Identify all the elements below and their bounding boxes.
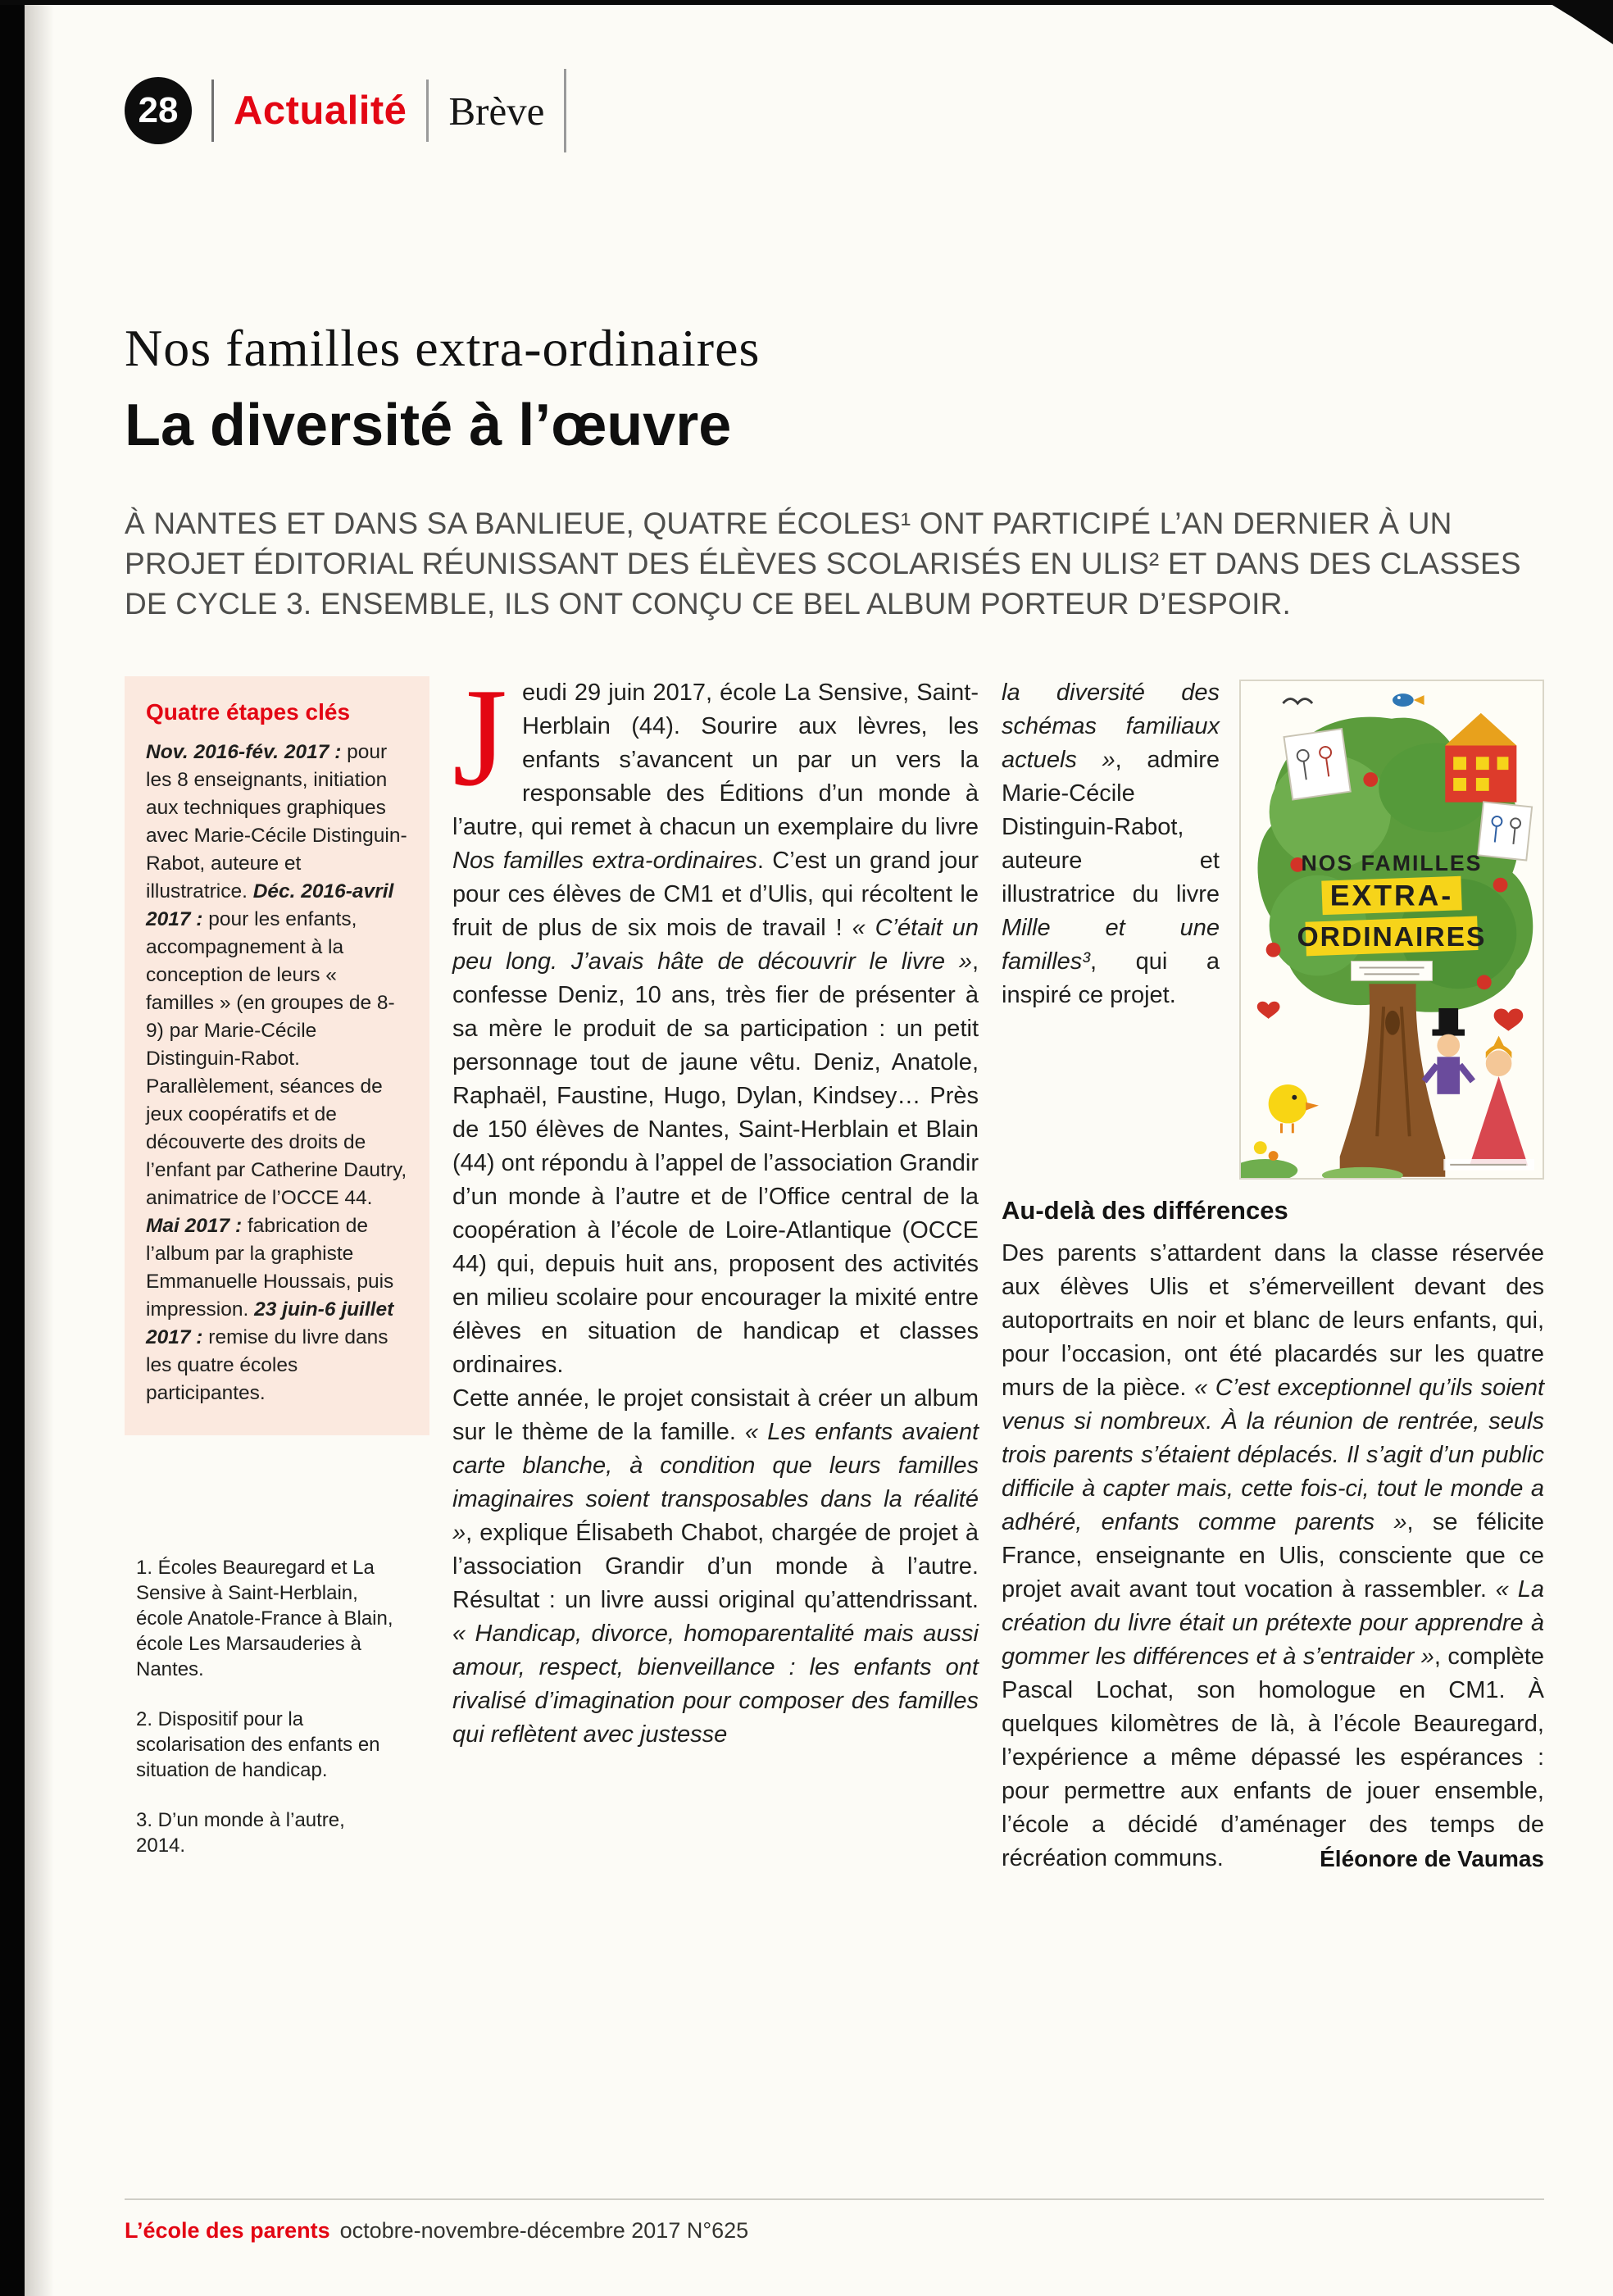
paragraph-1 [452, 660, 979, 1382]
top-hat-character [1424, 1008, 1473, 1094]
paragraph-2: Cette année, le projet consistait à créer un album sur le thème de la famille. « Les enfants avaient carte blanche, à condition que leurs familles imaginaires soient transposables dans la réalité », explique Élisabeth Chabot, chargée de projet à l’association Grandir d’un monde à l’autre. Résultat : un livre aussi original qu’attendrissant. « Handicap, divorce, homoparentalité mais aussi amour, respect, bienveillance : les enfants ont rivalisé d’imagination pour composer des familles qui reflètent avec justesse [452, 1385, 979, 1748]
section-label: Actualité [234, 89, 407, 133]
chick-character [1269, 1084, 1319, 1133]
footnote-1: 1. Écoles Beauregard et La Sensive à Saint-Herblain, école Anatole-France à Blain, école Les Marsauderies à Nantes. [136, 1557, 393, 1680]
paragraph-4 [1002, 1237, 1544, 1875]
framed-drawing-left [1284, 729, 1351, 799]
left-column [125, 676, 429, 1883]
article-columns [125, 660, 1544, 1883]
book-cover-illustration [1239, 680, 1544, 1180]
byline: Éléonore de Vaumas [1320, 1846, 1544, 1871]
framed-drawing-right [1478, 802, 1532, 860]
subhead: Au-delà des différences [1002, 1196, 1288, 1225]
header-divider [211, 80, 214, 142]
tree-trunk [1340, 984, 1446, 1176]
footnote-2: 2. Dispositif pour la scolarisation des enfants en situation de handicap. [136, 1708, 380, 1781]
footnotes [125, 1555, 398, 1858]
scan-edge-top [0, 0, 1613, 5]
rubric-label: Brève [448, 88, 545, 134]
article-column-2 [1002, 676, 1544, 1883]
header-divider [426, 80, 429, 142]
paragraph-4-text: Des parents s’attardent dans la classe réservée aux élèves Ulis et s’émerveillent devant des autoportraits en noir et blanc de leurs enfants, qui, pour l’occasion, ont été placardés sur les quatre murs de la pièce. « C’est exceptionnel qu’ils soient venus si nombreux. À la réunion de rentrée, seuls trois parents s’étaient déplacés. Il s’agit d’un public difficile à capter mais, cette fois-ci, tout le monde a adhéré, enfants comme parents », se félicite France, enseignante en Ulis, consciente que ce projet avait avant tout vocation à rassembler. « La création du livre était un prétexte pour apprendre à gommer les différences et à s’entraider », complète Pascal Lochat, son homologue en CM1. À quelques kilomètres de là, à l’école Beauregard, l’expérience a même dépassé les espérances : pour permettre aux enfants de jouer ensemble, l’école a décidé d’aménager des temps de récréation communs. [1002, 1240, 1544, 1871]
scan-corner-top-right [1515, 0, 1613, 44]
dropcap-letter: J [452, 660, 507, 816]
kicker-title: Nos familles extra-ordinaires [125, 319, 761, 377]
footer-brand: L’école des parents [125, 2218, 330, 2243]
main-title: La diversité à l’œuvre [125, 393, 732, 458]
castle-illustration [1445, 713, 1516, 802]
key-steps-text: Nov. 2016-fév. 2017 : pour les 8 enseignants, initiation aux techniques graphiques avec Marie-Cécile Distinguin-Rabot, auteure et illustratrice. Déc. 2016-avril 2017 : pour les enfants, accompagnement à la conception de leurs « familles » (en groupes de 8-9) par Marie-Cécile Distinguin-Rabot. Parallèlement, séances de jeux coopératifs et de découverte des droits de l’enfant par Catherine Dautry, animatrice de l’OCCE 44. Mai 2017 : fabrication de l’album par la graphiste Emmanuelle Houssais, puis impression. 23 juin-6 juillet 2017 : remise du livre dans les quatre écoles participantes. [146, 741, 407, 1404]
paragraph-1-text: eudi 29 juin 2017, école La Sensive, Saint-Herblain (44). Sourire aux lèvres, les enfants s’avancent un par un vers la responsable des Éditions d’un monde à l’autre, qui remet à chacun un exemplaire du livre Nos familles extra-ordinaires. C’est un grand jour pour ces élèves de CM1 et d’Ulis, qui récoltent le fruit de plus de six mois de travail ! « C’était un peu long. J’avais hâte de découvrir le livre », confesse Deniz, 10 ans, très fier de présenter à sa mère le produit de sa participation : un petit personnage tout de jaune vêtu. Deniz, Anatole, Raphaël, Faustine, Hugo, Dylan, Kindsey… Près de 150 élèves de Nantes, Saint-Herblain et Blain (44) ont répondu à l’appel de l’association Grandir d’un monde à l’autre et de l’Office central de la coopération à l’école de Loire-Atlantique (OCCE 44) qui, depuis huit ans, proposent des activités en milieu scolaire pour encourager la mixité entre élèves en situation de handicap et classes ordinaires. [452, 680, 979, 1378]
article-column-1 [452, 660, 979, 1883]
bird-icon [1393, 693, 1424, 707]
cover-title-line2: EXTRA- [1329, 879, 1454, 912]
page-number-badge: 28 [125, 77, 192, 144]
princess-character [1470, 1036, 1528, 1166]
key-steps-box [125, 676, 429, 1435]
key-steps-title: Quatre étapes clés [146, 699, 351, 725]
scan-edge-left [0, 0, 25, 2296]
page-header [125, 69, 586, 152]
book-cover [1239, 680, 1544, 1180]
paragraph-3: la diversité des schémas familiaux actuels », admire Marie-Cécile Distinguin-Rabot, auteure et illustratrice du livre Mille et une familles³, qui a inspiré ce projet. [1002, 680, 1220, 1008]
footer-issue: octobre-novembre-décembre 2017 N°625 [339, 2218, 749, 2243]
standfirst: À NANTES ET DANS SA BANLIEUE, QUATRE ÉCOLES¹ ONT PARTICIPÉ L’AN DERNIER À UN PROJET ÉDITORIAL RÉUNISSANT DES ÉLÈVES SCOLARISÉS EN ULIS² ET DANS DES CLASSES DE CYCLE 3. ENSEMBLE, ILS ONT CONÇU CE BEL ALBUM PORTEUR D’ESPOIR. [125, 507, 1521, 621]
bird-icon [1283, 699, 1312, 703]
header-divider [564, 69, 566, 152]
scan-shadow-left [25, 0, 54, 2296]
cover-title-line3: ORDINAIRES [1297, 921, 1487, 952]
page-footer [125, 2198, 1544, 2244]
footnote-3: 3. D’un monde à l’autre, 2014. [136, 1809, 345, 1857]
cover-title-line1: NOS FAMILLES [1301, 850, 1483, 875]
